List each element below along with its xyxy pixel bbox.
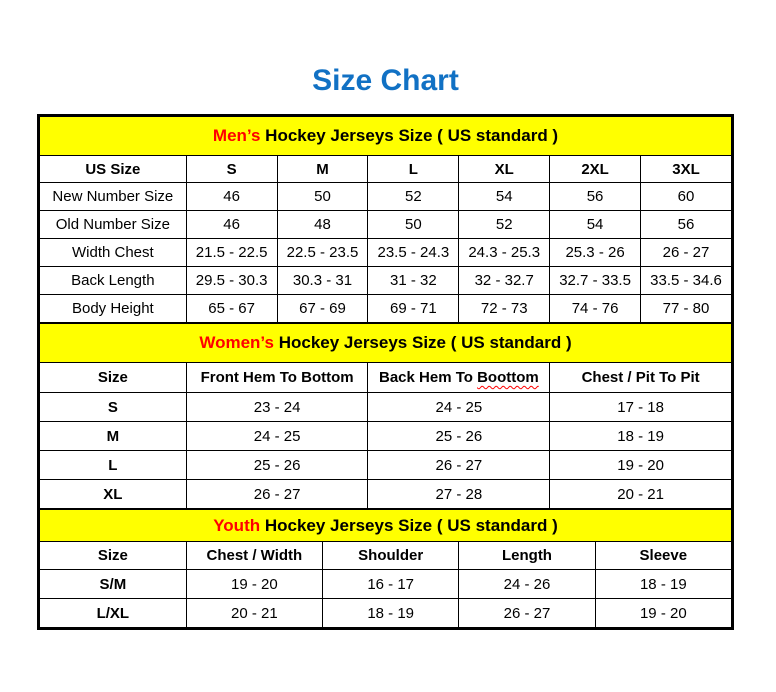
- data-cell: 20 - 21: [186, 599, 322, 628]
- mens-header-row: [40, 156, 732, 183]
- data-cell: 16 - 17: [323, 570, 459, 599]
- table-row: [40, 393, 732, 422]
- data-cell: 52: [368, 183, 459, 211]
- data-cell: 26 - 27: [368, 451, 550, 480]
- row-label-cell: M: [40, 422, 187, 451]
- data-cell: 60: [641, 183, 732, 211]
- row-label-cell: New Number Size: [40, 183, 187, 211]
- womens-band-row: [40, 324, 732, 363]
- table-row: [40, 422, 732, 451]
- table-row: [40, 211, 732, 239]
- data-cell: 69 - 71: [368, 295, 459, 323]
- page-title: Size Chart: [312, 64, 459, 97]
- data-cell: 18 - 19: [550, 422, 732, 451]
- mens-band-highlight: Men’s: [212, 126, 261, 145]
- youth-header-row: [40, 542, 732, 570]
- data-cell: 74 - 76: [550, 295, 641, 323]
- row-label-cell: L/XL: [40, 599, 187, 628]
- column-header-cell: Size: [40, 363, 187, 393]
- column-header-cell: Length: [459, 542, 595, 570]
- womens-band-title: [40, 324, 732, 363]
- data-cell: 46: [186, 211, 277, 239]
- data-cell: 72 - 73: [459, 295, 550, 323]
- column-header-cell: Shoulder: [323, 542, 459, 570]
- data-cell: 25.3 - 26: [550, 239, 641, 267]
- data-cell: 18 - 19: [323, 599, 459, 628]
- data-cell: 77 - 80: [641, 295, 732, 323]
- data-cell: 65 - 67: [186, 295, 277, 323]
- data-cell: 21.5 - 22.5: [186, 239, 277, 267]
- column-header-cell: XL: [459, 156, 550, 183]
- row-label-cell: Width Chest: [40, 239, 187, 267]
- youth-size-table: [39, 509, 732, 628]
- row-label-cell: Old Number Size: [40, 211, 187, 239]
- data-cell: 67 - 69: [277, 295, 368, 323]
- table-row: [40, 570, 732, 599]
- data-cell: 19 - 20: [595, 599, 731, 628]
- column-header-cell: M: [277, 156, 368, 183]
- row-label-cell: Back Length: [40, 267, 187, 295]
- column-header-cell: 2XL: [550, 156, 641, 183]
- data-cell: 26 - 27: [459, 599, 595, 628]
- column-header-cell: L: [368, 156, 459, 183]
- column-header-cell: Size: [40, 542, 187, 570]
- mens-band-row: [40, 117, 732, 156]
- table-row: [40, 239, 732, 267]
- youth-band-row: [40, 510, 732, 542]
- womens-size-table: [39, 323, 732, 509]
- data-cell: 18 - 19: [595, 570, 731, 599]
- row-label-cell: S/M: [40, 570, 187, 599]
- youth-band-text: Hockey Jerseys Size ( US standard ): [260, 515, 558, 535]
- column-header-cell: Front Hem To Bottom: [186, 363, 368, 393]
- data-cell: 50: [277, 183, 368, 211]
- data-cell: 31 - 32: [368, 267, 459, 295]
- mens-band-text: Hockey Jerseys Size ( US standard ): [260, 126, 559, 145]
- data-cell: 25 - 26: [368, 422, 550, 451]
- data-cell: 29.5 - 30.3: [186, 267, 277, 295]
- data-cell: 46: [186, 183, 277, 211]
- data-cell: 22.5 - 23.5: [277, 239, 368, 267]
- column-header-cell: Chest / Width: [186, 542, 322, 570]
- size-chart-page: [37, 0, 734, 630]
- column-header-cell: 3XL: [641, 156, 732, 183]
- data-cell: 32.7 - 33.5: [550, 267, 641, 295]
- row-label-cell: XL: [40, 480, 187, 509]
- data-cell: 17 - 18: [550, 393, 732, 422]
- data-cell: 32 - 32.7: [459, 267, 550, 295]
- mens-band-title: [40, 117, 732, 156]
- data-cell: 24.3 - 25.3: [459, 239, 550, 267]
- data-cell: 24 - 25: [186, 422, 368, 451]
- data-cell: 20 - 21: [550, 480, 732, 509]
- column-header-text: Back Hem To: [379, 369, 478, 386]
- table-row: [40, 451, 732, 480]
- size-chart-tables: [37, 114, 734, 630]
- row-label-cell: Body Height: [40, 295, 187, 323]
- data-cell: 27 - 28: [368, 480, 550, 509]
- youth-band-title: [40, 510, 732, 542]
- table-row: [40, 183, 732, 211]
- data-cell: 33.5 - 34.6: [641, 267, 732, 295]
- data-cell: 52: [459, 211, 550, 239]
- data-cell: 30.3 - 31: [277, 267, 368, 295]
- row-label-cell: L: [40, 451, 187, 480]
- column-header-cell: Chest / Pit To Pit: [550, 363, 732, 393]
- data-cell: 48: [277, 211, 368, 239]
- womens-header-row: [40, 363, 732, 393]
- data-cell: 19 - 20: [550, 451, 732, 480]
- table-row: [40, 267, 732, 295]
- data-cell: 25 - 26: [186, 451, 368, 480]
- data-cell: 56: [550, 183, 641, 211]
- data-cell: 24 - 26: [459, 570, 595, 599]
- data-cell: 26 - 27: [641, 239, 732, 267]
- column-header-cell: S: [186, 156, 277, 183]
- data-cell: 23 - 24: [186, 393, 368, 422]
- youth-band-highlight: Youth: [213, 515, 261, 535]
- mens-size-table: [39, 116, 732, 323]
- misspelled-word: Boottom: [477, 369, 539, 386]
- table-row: [40, 480, 732, 509]
- data-cell: 26 - 27: [186, 480, 368, 509]
- data-cell: 19 - 20: [186, 570, 322, 599]
- data-cell: 56: [641, 211, 732, 239]
- data-cell: 54: [459, 183, 550, 211]
- row-label-cell: S: [40, 393, 187, 422]
- table-row: [40, 599, 732, 628]
- column-header-cell: US Size: [40, 156, 187, 183]
- column-header-cell: [368, 363, 550, 393]
- data-cell: 24 - 25: [368, 393, 550, 422]
- data-cell: 54: [550, 211, 641, 239]
- womens-band-highlight: Women’s: [199, 333, 274, 352]
- table-row: [40, 295, 732, 323]
- column-header-cell: Sleeve: [595, 542, 731, 570]
- data-cell: 23.5 - 24.3: [368, 239, 459, 267]
- data-cell: 50: [368, 211, 459, 239]
- womens-band-text: Hockey Jerseys Size ( US standard ): [273, 333, 572, 352]
